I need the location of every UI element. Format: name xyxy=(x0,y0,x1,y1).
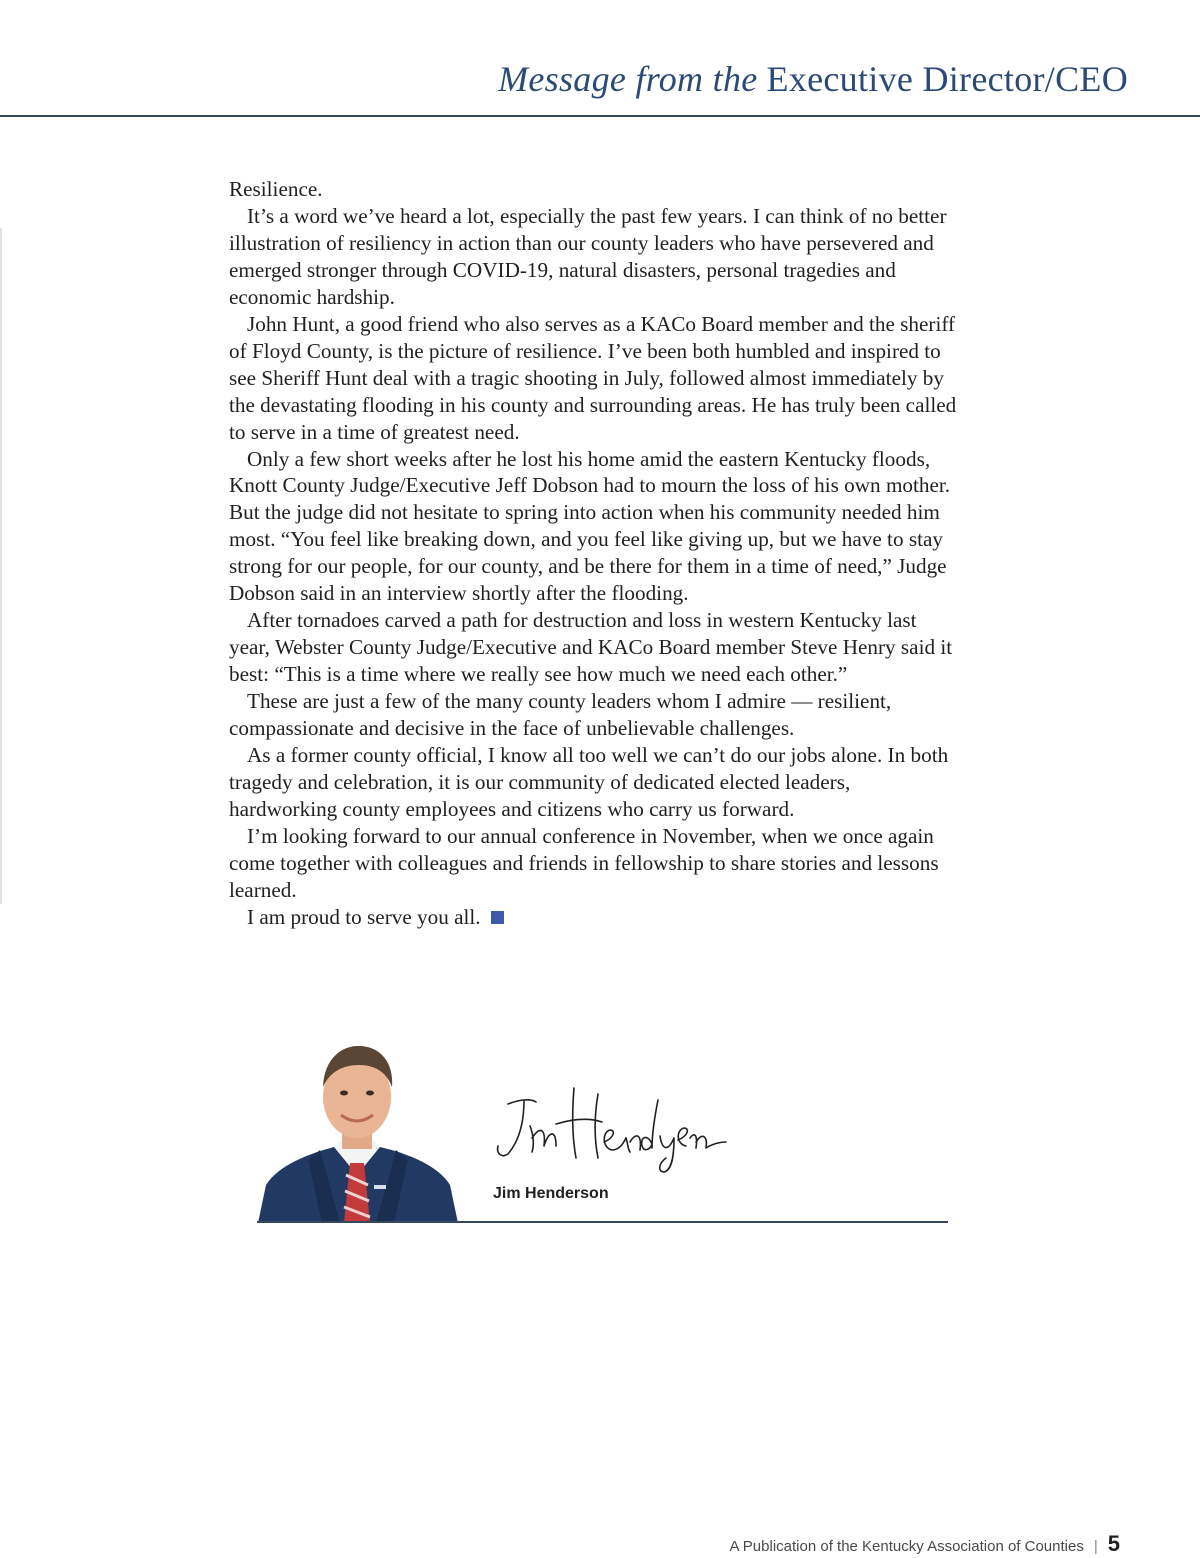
publication-name: A Publication of the Kentucky Association of Counties xyxy=(729,1538,1084,1555)
signatory-name: Jim Henderson xyxy=(493,1185,609,1202)
end-of-article-mark xyxy=(491,911,504,924)
closing-paragraph xyxy=(229,904,959,931)
page-footer xyxy=(729,1531,1120,1557)
page-number: 5 xyxy=(1107,1531,1120,1556)
paragraph: It’s a word we’ve heard a lot, especially the past few years. I can think of no better illustration of resiliency in action than our county leaders who have persevered and emerged stronger through COVID-19, natural disasters, personal tragedies and economic hardship. xyxy=(229,203,947,309)
paragraph: John Hunt, a good friend who also serves as a KACo Board member and the sheriff of Floyd County, is the picture of resilience. I’ve been both humbled and inspired to see Sheriff Hunt deal with a tragic shooting in July, followed almost immediately by the devastating flooding in his county and surrounding areas. He has truly been called to serve in a time of greatest need. xyxy=(229,311,957,444)
closing-text: I am proud to serve you all. xyxy=(247,904,481,929)
page-header xyxy=(0,0,1200,117)
paragraph: Only a few short weeks after he lost his home amid the eastern Kentucky floods, Knott County Judge/Executive Jeff Dobson had to mourn the loss of his own mother. But the judge did not hesitate to spring into action when his community needed him most. “You feel like breaking down, and you feel like giving up, but we have to stay strong for our people, for our county, and be there for them in a time of need,” Judge Dobson said in an interview shortly after the flooding. xyxy=(229,446,951,606)
paragraph: Resilience. xyxy=(229,177,323,201)
handwritten-signature xyxy=(490,1080,730,1175)
paragraph: As a former county official, I know all too well we can’t do our jobs alone. In both tragedy and celebration, it is our community of dedicated elected leaders, hardworking county employees and citizens who carry us forward. xyxy=(229,743,949,821)
page-title-italic: Message from the xyxy=(498,59,758,99)
author-photo xyxy=(256,1035,458,1223)
article-body xyxy=(229,176,959,931)
signature-divider xyxy=(257,1221,948,1223)
paragraph: I’m looking forward to our annual conference in November, when we once again come together with colleagues and friends in fellowship to share stories and lessons learned. xyxy=(229,823,939,902)
page-title xyxy=(498,58,1128,100)
page-title-main: Executive Director/CEO xyxy=(766,59,1128,99)
footer-separator: | xyxy=(1093,1538,1098,1555)
paragraph: After tornadoes carved a path for destruction and loss in western Kentucky last year, Webster County Judge/Executive and KACo Board member Steve Henry said it best: “This is a time where we really see how much we need each other.” xyxy=(229,608,953,687)
paragraph: These are just a few of the many county leaders whom I admire — resilient, compassionate and decisive in the face of unbelievable challenges. xyxy=(229,689,892,741)
side-divider xyxy=(0,228,2,904)
